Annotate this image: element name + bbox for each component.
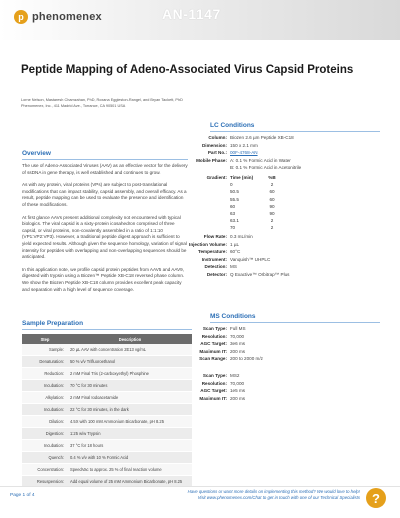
gradient-percent-b: 90	[269, 203, 275, 209]
step-cell: Dilution:	[22, 416, 68, 428]
gradient-label: Gradient:	[206, 175, 227, 180]
ms-conditions-full	[135, 325, 263, 363]
gradient-percent-b: 2	[270, 182, 274, 188]
lc-value: A: 0.1 % Formic Acid in Water	[230, 157, 291, 163]
ms-row	[135, 387, 245, 395]
step-cell: Denaturation:	[22, 356, 68, 368]
description-cell: 70 °C for 30 minutes	[68, 380, 192, 392]
table-row	[22, 416, 192, 428]
table-row	[22, 404, 192, 416]
description-cell: Add equal volume of 25 mM Ammonium Bicarbonate, pH 8.25	[68, 476, 192, 488]
ms-row	[135, 395, 245, 403]
ms-value: Full MS	[230, 326, 246, 331]
document-title: Peptide Mapping of Adeno-Associated Virus Capsid Proteins	[21, 64, 354, 76]
ms-conditions-ms2	[135, 372, 245, 402]
document-number: AN-1147	[162, 6, 221, 22]
lc-value: 1 µL	[230, 241, 240, 247]
ms-row	[135, 325, 263, 333]
lc-value: 0.3 mL/min	[230, 234, 253, 239]
gradient-time: 63.1	[230, 218, 239, 224]
step-cell: Incubation:	[22, 404, 68, 416]
ms-value: 200 ms	[230, 395, 246, 401]
part-number-link[interactable]: 00F-4768-AN	[230, 150, 258, 155]
ms-row	[135, 355, 263, 363]
lc-row	[135, 248, 289, 256]
footer-chat-link[interactable]: Visit www.phenomenex.com/Chat to get in touch with one of our Technical Specialists	[197, 495, 360, 500]
lc-label: Mobile Phase:	[196, 157, 227, 163]
table-row	[22, 428, 192, 440]
lc-value: B: 0.1 % Formic Acid in Acetonitrile	[230, 165, 302, 170]
step-cell: Alkylation:	[22, 392, 68, 404]
lc-conditions-bottom	[135, 233, 289, 278]
footer-help-text	[170, 489, 360, 501]
lc-value: Q Exactive™ Orbitrap™ Plus	[230, 271, 290, 277]
footer-divider	[0, 486, 400, 487]
step-cell: Incubation:	[22, 440, 68, 452]
gradient-row	[230, 196, 282, 203]
ms-row	[135, 372, 245, 380]
lc-label: Temperature:	[197, 249, 227, 254]
gradient-percent-b: 2	[270, 218, 274, 224]
question-mark-icon[interactable]: ?	[366, 488, 386, 508]
lc-conditions-top	[135, 134, 301, 172]
column-header-step: Step	[22, 334, 68, 344]
gradient-time: 60	[230, 203, 236, 209]
lc-label: Dimension:	[201, 142, 227, 148]
gradient-header: Time (min)	[230, 175, 254, 180]
gradient-row	[230, 188, 282, 195]
page-number: Page 1 of 4	[10, 493, 35, 498]
step-cell: Digestion:	[22, 428, 68, 440]
lc-row	[135, 157, 301, 165]
step-cell: Incubation:	[22, 380, 68, 392]
gradient-row	[230, 181, 282, 188]
description-cell: 0.4 % v/v with 10 % Formic Acid	[68, 452, 192, 464]
gradient-time: 0	[230, 182, 233, 188]
lc-row	[135, 263, 289, 271]
ms-value: 70,000	[230, 333, 245, 339]
ms-label: Scan Type:	[202, 373, 227, 378]
column-header-description: Description	[68, 334, 192, 344]
gradient-label-row	[135, 174, 230, 182]
lc-value: Vanquish™ UHPLC	[230, 256, 271, 262]
lc-label: Detection:	[204, 264, 227, 269]
lc-row	[135, 164, 301, 172]
lc-value: MS	[230, 264, 237, 269]
lc-value: Biozen 2.6 µm Peptide XB-C18	[230, 135, 294, 140]
ms-label: Scan Type:	[202, 326, 227, 331]
gradient-time: 63	[230, 211, 236, 217]
ms-value: 200 to 2000 m/z	[230, 356, 263, 361]
brand-logo	[14, 10, 102, 24]
gradient-time: 55.5	[230, 196, 239, 202]
lc-label: Injection Volume:	[189, 241, 227, 247]
ms-value: MS2	[230, 373, 240, 378]
ms-label: Maximum IT:	[199, 348, 227, 354]
description-cell: 2 mM Final Iodoacetamide	[68, 392, 192, 404]
step-cell: Reduction:	[22, 368, 68, 380]
lc-value: 60°C	[230, 249, 241, 254]
description-cell: 22 °C for 30 minutes, in the dark	[68, 404, 192, 416]
lc-row	[135, 241, 289, 249]
author-block	[21, 97, 381, 109]
lc-value: 150 x 2.1 mm	[230, 142, 258, 148]
brand-name: phenomenex	[32, 11, 102, 23]
ms-label: AGC Target:	[200, 341, 227, 346]
ms-value: 3e6 ms	[230, 341, 246, 346]
overview-paragraph: As with any protein, viral proteins (VPs) are subject to post-translational modifications that can impact stability, capsid assembly, and overall efficacy. As a result, peptide mapping can be used to evaluate the presence and identification of these modifications.	[22, 182, 187, 207]
lc-row	[135, 256, 289, 264]
page-header	[0, 0, 400, 40]
lc-label: Part No.:	[207, 150, 227, 155]
ms-label: Resolution:	[201, 380, 227, 386]
step-cell: Quench:	[22, 452, 68, 464]
lc-label	[135, 164, 230, 172]
lc-row	[135, 233, 289, 241]
lc-label: Column:	[208, 135, 227, 140]
overview-paragraph: At first glance AAVs present additional complexity not encountered with typical biologics. The viral capsid is a sixty-protein icosahedron comprised of three capsid, or viral proteins, non-covalently assembled in a ratio of 1:1:10 (VP1:VP2:VP3). However, a traditional peptide digest approach is sufficient to yield expected results. Although given the sequence homology, variation of signal intensity for peptides with overlapping and non-overlapping sequences should be anticipated.	[22, 214, 187, 260]
gradient-row	[230, 224, 282, 231]
overview-paragraph: The use of Adeno-Associated Viruses (AAV) as an effective vector for the delivery of ssDNA in gene therapy, is well established and continues to grow.	[22, 163, 188, 175]
description-cell: 50 % v/v Trifluoroethanol	[68, 356, 192, 368]
gradient-percent-b: 2	[270, 225, 274, 231]
ms-conditions-heading: MS Conditions	[210, 313, 256, 320]
ms-value: 70,000	[230, 380, 245, 386]
gradient-row	[230, 203, 282, 210]
overview-heading: Overview	[22, 150, 51, 157]
ms-label: AGC Target:	[200, 388, 227, 393]
description-cell: 2 mM Final Tris (2-carboxyethyl) Phosphine	[68, 368, 192, 380]
gradient-time: 50.5	[230, 189, 239, 195]
description-cell: SpeedVac to approx. 25 % of final reaction volume	[68, 464, 192, 476]
authors-line: Lorne Nelson, Mastaresh Chamzahan, PhD, Roxana Eggleston-Rangel, and Bryan Tackett, PhD	[21, 98, 183, 102]
ms-value: 1e5 ms	[230, 388, 246, 393]
gradient-header-row	[230, 174, 282, 181]
ms-row	[135, 333, 263, 341]
gradient-time: 70	[230, 225, 236, 231]
step-cell: Concentration:	[22, 464, 68, 476]
description-cell: 1:25 w/w Trypsin	[68, 428, 192, 440]
ms-row	[135, 380, 245, 388]
lc-divider	[210, 131, 380, 132]
gradient-percent-b: 90	[269, 211, 275, 217]
description-cell: 4.5X with 100 mM Ammonium Bicarbonate, pH 8.25	[68, 416, 192, 428]
ms-label: Maximum IT:	[199, 395, 227, 401]
table-row	[22, 464, 192, 476]
phenomenex-logo-icon: p	[14, 10, 28, 24]
ms-label: Scan Range:	[199, 356, 227, 361]
affiliation-line: Phenomenex, Inc., 411 Madrid Ave., Torrance, CA 90501 USA	[21, 104, 126, 108]
sample-prep-heading: Sample Preparation	[22, 320, 84, 327]
lc-label: Flow Rate:	[203, 234, 227, 239]
footer-question: Have questions or want more details on implementing this method? We would love to help!	[187, 489, 360, 494]
step-cell: Sample:	[22, 344, 68, 356]
ms-value: 200 ms	[230, 348, 246, 354]
lc-label: Instrument:	[201, 256, 227, 262]
lc-conditions-heading: LC Conditions	[210, 122, 255, 129]
gradient-percent-b: 60	[269, 189, 275, 195]
ms-divider	[210, 322, 380, 323]
overview-paragraph: In this application note, we profile capsid protein peptides from AAV5 and AAV9, digested with trypsin using a Biozen™ Peptide XB-C18 reversed phase column. We show the Biozen Peptide XB-C18 column provides excellent peak capacity and separation with a high level of sequence coverage.	[22, 266, 185, 292]
gradient-table	[230, 174, 282, 232]
gradient-header: %B	[268, 175, 276, 180]
lc-row	[135, 142, 301, 150]
ms-row	[135, 340, 263, 348]
gradient-percent-b: 60	[269, 196, 275, 202]
lc-label: Detector:	[206, 271, 227, 277]
ms-row	[135, 348, 263, 356]
lc-row	[135, 149, 301, 157]
table-row	[22, 440, 192, 452]
step-cell: Resuspension:	[22, 476, 68, 488]
gradient-row	[230, 210, 282, 217]
lc-row	[135, 134, 301, 142]
ms-label: Resolution:	[201, 333, 227, 339]
description-cell: 37 °C for 18 hours	[68, 440, 192, 452]
gradient-row	[230, 217, 282, 224]
lc-row	[135, 271, 289, 279]
table-row	[22, 452, 192, 464]
description-cell: 20 µL AAV with concentration 2E13 vg/mL	[68, 344, 192, 356]
